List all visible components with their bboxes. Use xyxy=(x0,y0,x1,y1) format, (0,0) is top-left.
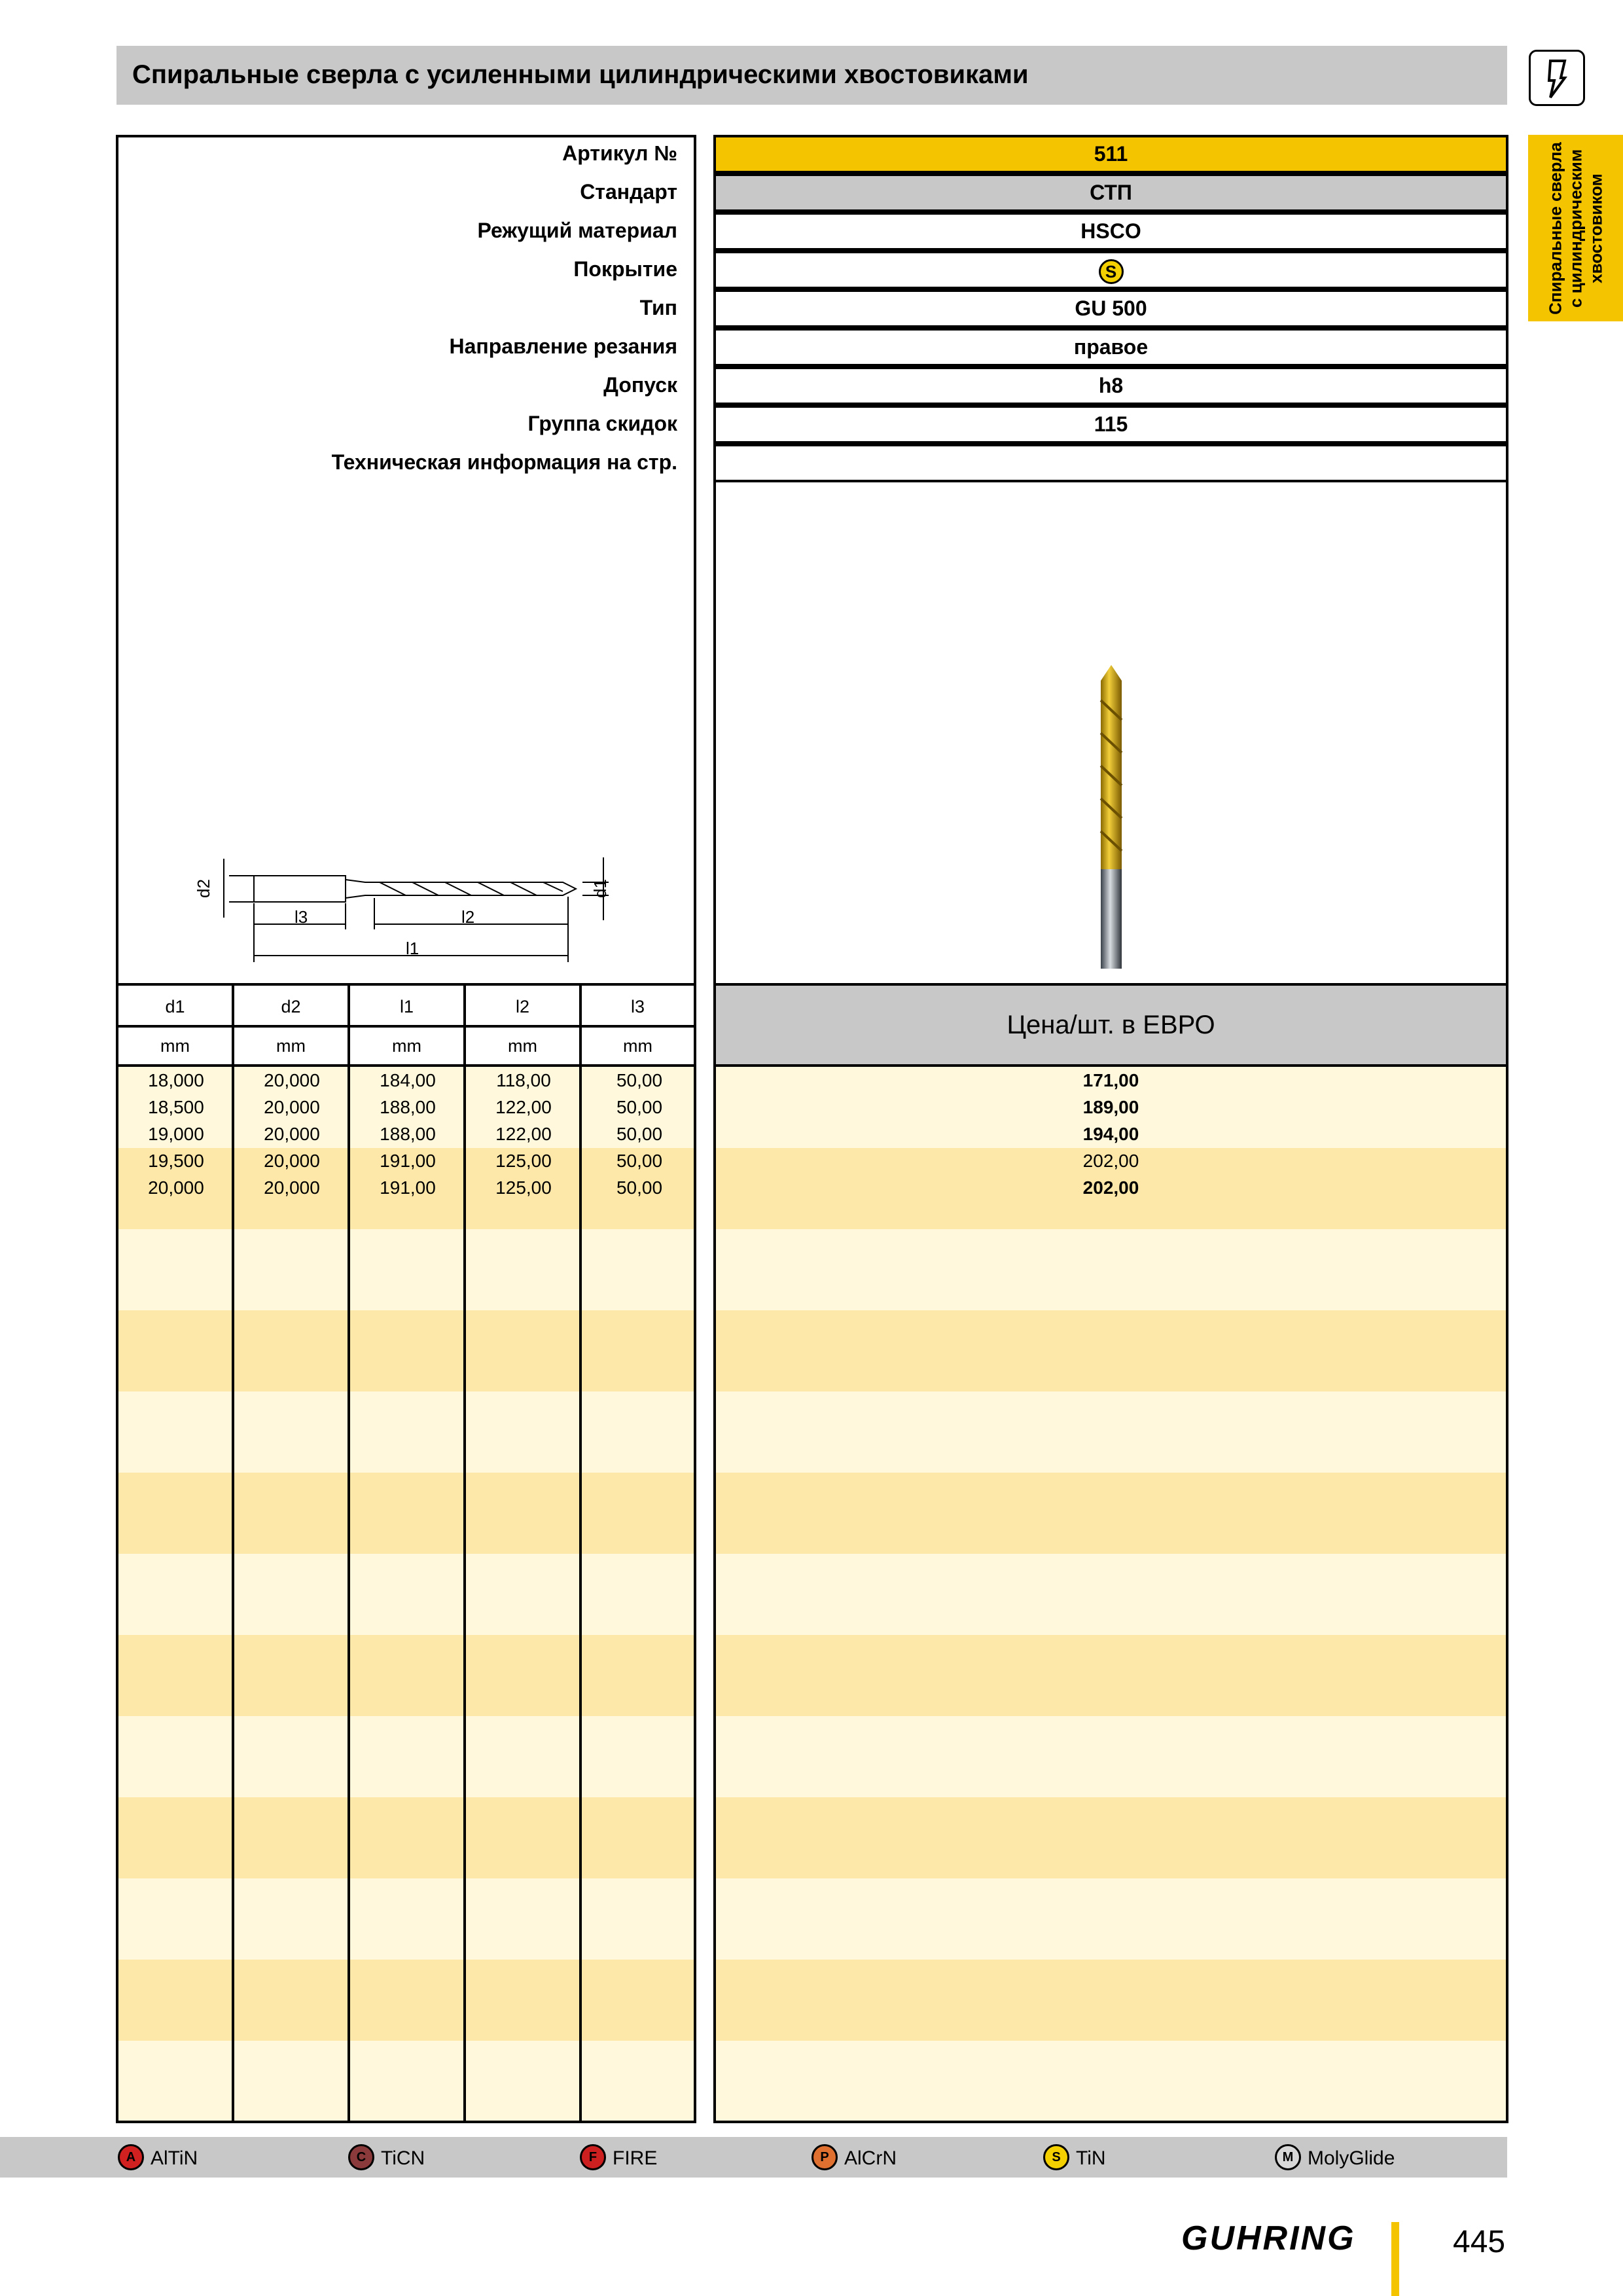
price-cell: 202,00 xyxy=(1082,1151,1139,1171)
table-cell-l1: 188,00 xyxy=(380,1097,436,1117)
table-band xyxy=(118,2041,694,2121)
table-cell-l2: 125,00 xyxy=(495,1177,552,1198)
ticn-coating-icon: C xyxy=(348,2144,374,2170)
spec-label-discount-group: Группа скидок xyxy=(527,412,677,435)
brand-accent-bar xyxy=(1391,2222,1399,2296)
table-band xyxy=(118,1554,694,1635)
price-band xyxy=(716,1554,1506,1635)
column-header-l2: l2 xyxy=(466,988,582,1026)
label-d2: d2 xyxy=(194,879,213,898)
table-band xyxy=(118,1229,694,1310)
table-cell-l1: 191,00 xyxy=(380,1151,436,1171)
price-band xyxy=(716,1716,1506,1797)
legend-label: AlTiN xyxy=(151,2147,198,2169)
table-cell-d1: 19,500 xyxy=(148,1151,204,1171)
spec-value-article: 511 xyxy=(713,135,1508,173)
table-cell-d2: 20,000 xyxy=(264,1097,320,1117)
unit-l2: mm xyxy=(466,1028,582,1065)
spec-label-tech-info: Техническая информация на стр. xyxy=(331,450,677,474)
table-cell-d1: 20,000 xyxy=(148,1177,204,1198)
price-band xyxy=(716,1635,1506,1716)
table-cell-l3: 50,00 xyxy=(616,1097,663,1117)
spec-label-article: Артикул № xyxy=(562,141,677,165)
table-cell-d1: 19,000 xyxy=(148,1124,204,1144)
page-number: 445 xyxy=(1453,2225,1506,2259)
column-header-l1: l1 xyxy=(350,988,466,1026)
tin-coating-icon: S xyxy=(1099,259,1124,284)
price-cell: 171,00 xyxy=(1082,1070,1139,1090)
legend-label: TiCN xyxy=(381,2147,425,2169)
table-cell-d2: 20,000 xyxy=(264,1177,320,1198)
table-cell-l1: 191,00 xyxy=(380,1177,436,1198)
drill-product-image xyxy=(1092,661,1131,975)
legend-label: TiN xyxy=(1076,2147,1106,2169)
table-cell-l2: 118,00 xyxy=(496,1070,551,1090)
molyglide-coating-icon: M xyxy=(1275,2144,1301,2170)
spec-label-standard: Стандарт xyxy=(580,180,677,204)
table-cell-l3: 50,00 xyxy=(616,1070,663,1090)
price-band xyxy=(716,1310,1506,1391)
table-band xyxy=(118,1716,694,1797)
price-cell: 189,00 xyxy=(1082,1097,1139,1117)
table-cell-l3: 50,00 xyxy=(616,1151,663,1171)
units-divider xyxy=(118,1064,694,1067)
price-band xyxy=(716,1391,1506,1473)
price-band xyxy=(716,1229,1506,1310)
price-cell: 194,00 xyxy=(1082,1124,1139,1144)
table-cell-l3: 50,00 xyxy=(616,1177,663,1198)
label-l1: l1 xyxy=(406,939,419,958)
price-band xyxy=(716,1473,1506,1554)
spec-value-tech-info xyxy=(713,444,1508,482)
spec-label-material: Режущий материал xyxy=(477,219,677,242)
column-header-l3: l3 xyxy=(582,988,694,1026)
spec-label-tolerance: Допуск xyxy=(603,373,677,397)
spec-value-tolerance: h8 xyxy=(713,367,1508,405)
price-band xyxy=(716,1797,1506,1878)
spec-value-direction: правое xyxy=(713,328,1508,367)
section-tab[interactable] xyxy=(1528,135,1623,321)
tin-coating-icon: S xyxy=(1043,2144,1069,2170)
spec-value-coating xyxy=(713,251,1508,289)
table-cell-l1: 188,00 xyxy=(380,1124,436,1144)
spec-value-standard: СТП xyxy=(713,173,1508,212)
price-cell: 202,00 xyxy=(1082,1177,1139,1198)
table-cell-l1: 184,00 xyxy=(380,1070,436,1090)
fire-coating-icon: F xyxy=(580,2144,606,2170)
table-cell-l2: 122,00 xyxy=(495,1124,552,1144)
drill-icon xyxy=(1529,50,1585,106)
table-cell-l3: 50,00 xyxy=(616,1124,663,1144)
column-header-d2: d2 xyxy=(234,988,350,1026)
legend-label: AlCrN xyxy=(844,2147,897,2169)
table-band xyxy=(118,1797,694,1878)
alcrn-coating-icon: P xyxy=(812,2144,838,2170)
spec-label-coating: Покрытие xyxy=(573,257,677,281)
price-band xyxy=(716,1878,1506,1960)
legend-label: FIRE xyxy=(613,2147,658,2169)
table-cell-d1: 18,500 xyxy=(148,1097,204,1117)
column-header-d1: d1 xyxy=(118,988,234,1026)
spec-value-material: HSCO xyxy=(713,212,1508,251)
table-cell-l2: 125,00 xyxy=(495,1151,552,1171)
unit-l3: mm xyxy=(582,1028,694,1065)
table-band xyxy=(118,1878,694,1960)
table-band xyxy=(118,1391,694,1473)
section-tab-label: Спиральные сверла с цилиндрическим хвостовиком xyxy=(1545,141,1605,315)
label-d1: d1 xyxy=(590,879,610,898)
page-title: Спиральные сверла с усиленными цилиндрическими хвостовиками xyxy=(132,60,1029,89)
spec-label-type: Тип xyxy=(639,296,677,319)
drill-dimension-drawing xyxy=(190,838,622,969)
spec-value-discount-group: 115 xyxy=(713,405,1508,444)
price-band xyxy=(716,2041,1506,2121)
altin-coating-icon: A xyxy=(118,2144,144,2170)
table-cell-d2: 20,000 xyxy=(264,1151,320,1171)
table-band xyxy=(118,1473,694,1554)
page-title-bar xyxy=(116,46,1507,105)
spec-label-direction: Направление резания xyxy=(449,334,677,358)
table-band xyxy=(118,1635,694,1716)
label-l2: l2 xyxy=(461,907,475,927)
legend-label: MolyGlide xyxy=(1308,2147,1395,2169)
brand-logo: GUHRING xyxy=(1181,2219,1356,2257)
table-cell-l2: 122,00 xyxy=(495,1097,552,1117)
price-header xyxy=(716,986,1506,1064)
spec-value-type: GU 500 xyxy=(713,289,1508,328)
table-cell-d1: 18,000 xyxy=(148,1070,204,1090)
price-header-divider xyxy=(716,1064,1506,1067)
label-l3: l3 xyxy=(294,907,308,927)
unit-d2: mm xyxy=(234,1028,350,1065)
table-cell-d2: 20,000 xyxy=(264,1070,320,1090)
table-cell-d2: 20,000 xyxy=(264,1124,320,1144)
unit-l1: mm xyxy=(350,1028,466,1065)
table-band xyxy=(118,1310,694,1391)
unit-d1: mm xyxy=(118,1028,234,1065)
price-header-label: Цена/шт. в ЕВРО xyxy=(1007,1011,1215,1039)
table-band xyxy=(118,1960,694,2041)
price-band xyxy=(716,1960,1506,2041)
